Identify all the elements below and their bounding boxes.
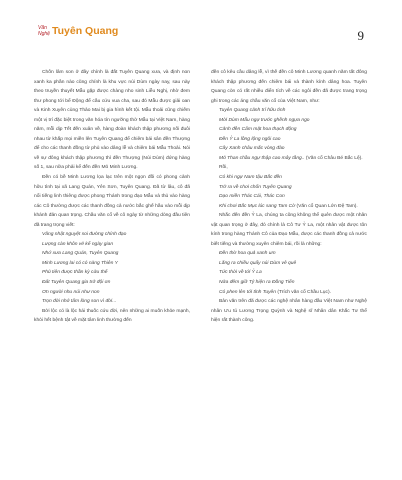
verse-source: (Trích văn cổ Chầu Lục). (275, 289, 331, 295)
paragraph: Rồi, (219, 165, 228, 171)
verse-line: Nửa đêm giữ Tỷ hiện ra Đồng Tiến (219, 280, 295, 286)
verse-line: Cây Xanh châu mắc vòng đào (219, 146, 285, 152)
verse-line: Mời Dùm Mẫu ngự trước ghềnh ngựa ngo (219, 117, 310, 123)
verse-line: Vâng nhật nguyệt soi đường chính đạo (42, 232, 127, 238)
verse-source: (Văn cổ Châu Bé Bắc Lệ). (304, 155, 363, 161)
verse-source: (Văn cổ Quan Lớn Đệ Tam). (295, 203, 358, 209)
verse-line: Lượng càn khôn vẻ kể ngày gian (42, 241, 114, 247)
paragraph: Đền có bề Minh Lương lọa lạc trên một ngọn đồi có phong cảnh hữu tình tại xã Lang Quán, Yên Sơn, Tuyên Quang. Đã từ lâu, cô đã nổi tiếng linh thiêng được phong Thánh trong đạo Mẫu và thủ vào hàng các Cô thường được các thanh đồng cả nước bắc ghế hầu vào mỗi dịp khánh đản quan trọng. Chầu văn cổ về cô ngày từ những dòng đầu tiên đã trang trọng viết: (34, 175, 190, 228)
right-text-column (211, 68, 367, 326)
verse-text: Khi chơi Bắc Mục lúc sang Tam Cờ (219, 203, 296, 209)
verse-line: Phủ tiên được thần kỳ cửu thế (42, 270, 108, 276)
verse-text: Mỏ Than chầu ngự thập cao mây tầng.. (219, 155, 305, 161)
verse-line: Nhớ xưa Lang Quán, Tuyên Quang (42, 251, 119, 257)
verse-line: Lắng ra chiều quẩy núi Dùm vê quê (219, 260, 297, 266)
verse-line-with-source (211, 288, 367, 298)
magazine-title: Tuyên Quang (52, 25, 119, 37)
verse-line: Đền Ỷ La lồng lộng ngôi cao (219, 136, 281, 142)
verse-text: Có phen lên tới tỉnh Tuyên (219, 289, 276, 295)
verse-line: Ơn người nhu núi như non (42, 289, 100, 295)
verse-line: Tuyên Quang cảnh trí hữu tình (219, 108, 286, 114)
verse-line: Minh Lương lai có có nàng Thiên Y (42, 260, 118, 266)
page-number: 9 (357, 28, 364, 43)
paragraph: Nhắc đến đền Ỷ La, chúng ta cũng không thể quên được một nhân vật quan trọng ở đây, đó chính là Cô Tư Ỷ La, một nhân vật được tôn kính trong hàng Thánh Cô của Đạo Mẫu, được các thanh đồng cả nước biết tiếng và thường xuyên chiêm bái, rồi là những: (211, 213, 367, 247)
verse-line: Trở ra về chơi chốn Tuyên Quang (219, 184, 292, 190)
verse-line-with-source (211, 202, 367, 212)
verse-line: Đền thờ hoa quả xanh um (219, 251, 276, 257)
paragraph: Bản văn trên đã được các nghệ nhân hàng đầu Việt Nam như Nghệ nhân Ưu tú Lương Trọng Quỳnh và Nghệ sĩ Nhân dân Khắc Tư thể hiện rất thành công. (211, 299, 367, 324)
verse-line: Cảnh đền Cấm mặt hoa thạch động (219, 127, 297, 133)
left-text-column (34, 68, 190, 326)
paragraph: đền cô kêu cầu dâng lễ, vì thế đền cô Minh Lương quanh năm tất đông khách thập phương đến chiêm bái và thành kính dâng hoa. Tuyên Quang còn có rất nhiều điển tích về các ngôi đền đã được trang trọng ghi trong các áng chầu văn cổ của Việt Nam, như: (211, 70, 367, 104)
verse-line-with-source (211, 154, 367, 164)
logo-label-nghe: Nghệ (38, 31, 50, 37)
verse-line: Có khi ngự Nam tậu Bắc đền (219, 175, 282, 181)
paragraph: Chốn lâm son ở đây chính là đất Tuyên Quang xưa, và định non xanh ka phần nào cũng chính là khu vực núi Dùm ngày nay, sau này theo truyền thuyết Mẫu gặp được chàng nho sinh Liễu Nghị, nhờ đem thư phong tới bể Động để cầu cứu vua cha, sau đó Mẫu được giải oan và Kinh Xuyên cùng Thảo Mai bị gia hình kết tội. Mẫu thoải cũng chiếm một vị trí đặc biệt trong văn hóa tín ngưỡng thờ Mẫu tại Việt Nam, hàng năm, mỗi dịp Tết đến xuân về, hàng đoàn khách thập phương nối đuôi nhau từ khắp mọi miền lên Tuyên Quang để chiêm bái sân đền Thượng để cho các thanh đồng từ phủ vào dâng lễ và chiêm bái Mẫu Thoải. Nói về sự đông khách thập phương thì đền Thượng (Núi Dùm) đứng hàng số 1, sau nữa phải kể đến đền Mỏ Minh Lương. (34, 70, 190, 171)
verse-line: Đất Tuyên Quang gia trở đội ơn (42, 280, 111, 286)
verse-line: Dạo miền Thác Cái, Thác Con (219, 194, 285, 200)
logo-label-van: Văn (38, 25, 47, 31)
verse-line: Tức thời về tới Ỷ La (219, 270, 262, 276)
paragraph: Bởi lộc có là lộc hái thuốc cứu đời, nên những ai muốn khỏe mạnh, khỏi hết bệnh tật về mặt tâm linh thường đến (34, 308, 190, 324)
verse-line: Trọn đời nhớ tấm lòng son vì đời... (42, 299, 117, 305)
